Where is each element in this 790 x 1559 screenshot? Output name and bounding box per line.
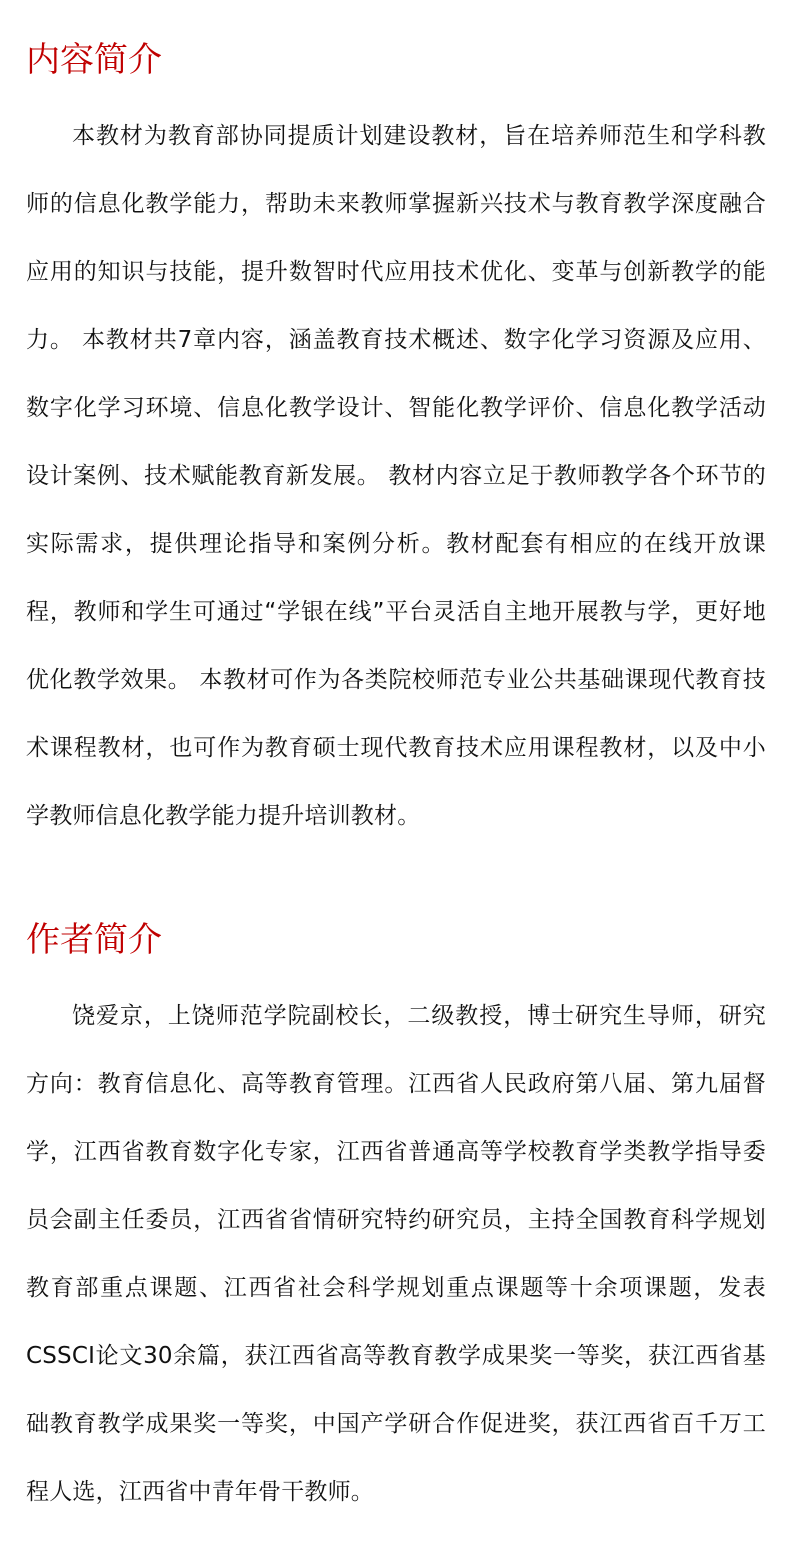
author-intro-text: 饶爱京，上饶师范学院副校长，二级教授，博士研究生导师，研究方向：教育信息化、高等教育管理。江西省人民政府第八届、第九届督学，江西省教育数字化专家，江西省普通高等学校教育学类教学指导委员会副主任委员，江西省省情研究特约研究员，主持全国教育科学规划教育部重点课题、江西省社会科学规划重点课题等十余项课题，发表CSSCI论文30余篇，获江西省高等教育教学成果奖一等奖，获江西省基础教育教学成果奖一等奖，中国产学研合作促进奖，获江西省百千万工程人选，江西省中青年骨干教师。 (26, 1003, 766, 1505)
content-intro-section (26, 36, 766, 850)
author-intro-section (26, 916, 766, 1526)
content-intro-text: 本教材为教育部协同提质计划建设教材，旨在培养师范生和学科教师的信息化教学能力，帮助未来教师掌握新兴技术与教育教学深度融合应用的知识与技能，提升数智时代应用技术优化、变革与创新教学的能力。 本教材共7章内容，涵盖教育技术概述、数字化学习资源及应用、数字化学习环境、信息化教学设计、智能化教学评价、信息化教学活动设计案例、技术赋能教育新发展。 教材内容立足于教师教学各个环节的实际需求，提供理论指导和案例分析。教材配套有相应的在线开放课程，教师和学生可通过“学银在线”平台灵活自主地开展教与学，更好地优化教学效果。 本教材可作为各类院校师范专业公共基础课现代教育技术课程教材，也可作为教育硕士现代教育技术应用课程教材，以及中小学教师信息化教学能力提升培训教材。 (26, 123, 766, 829)
author-intro-title: 作者简介 (26, 920, 162, 960)
content-intro-title: 内容简介 (26, 40, 162, 80)
